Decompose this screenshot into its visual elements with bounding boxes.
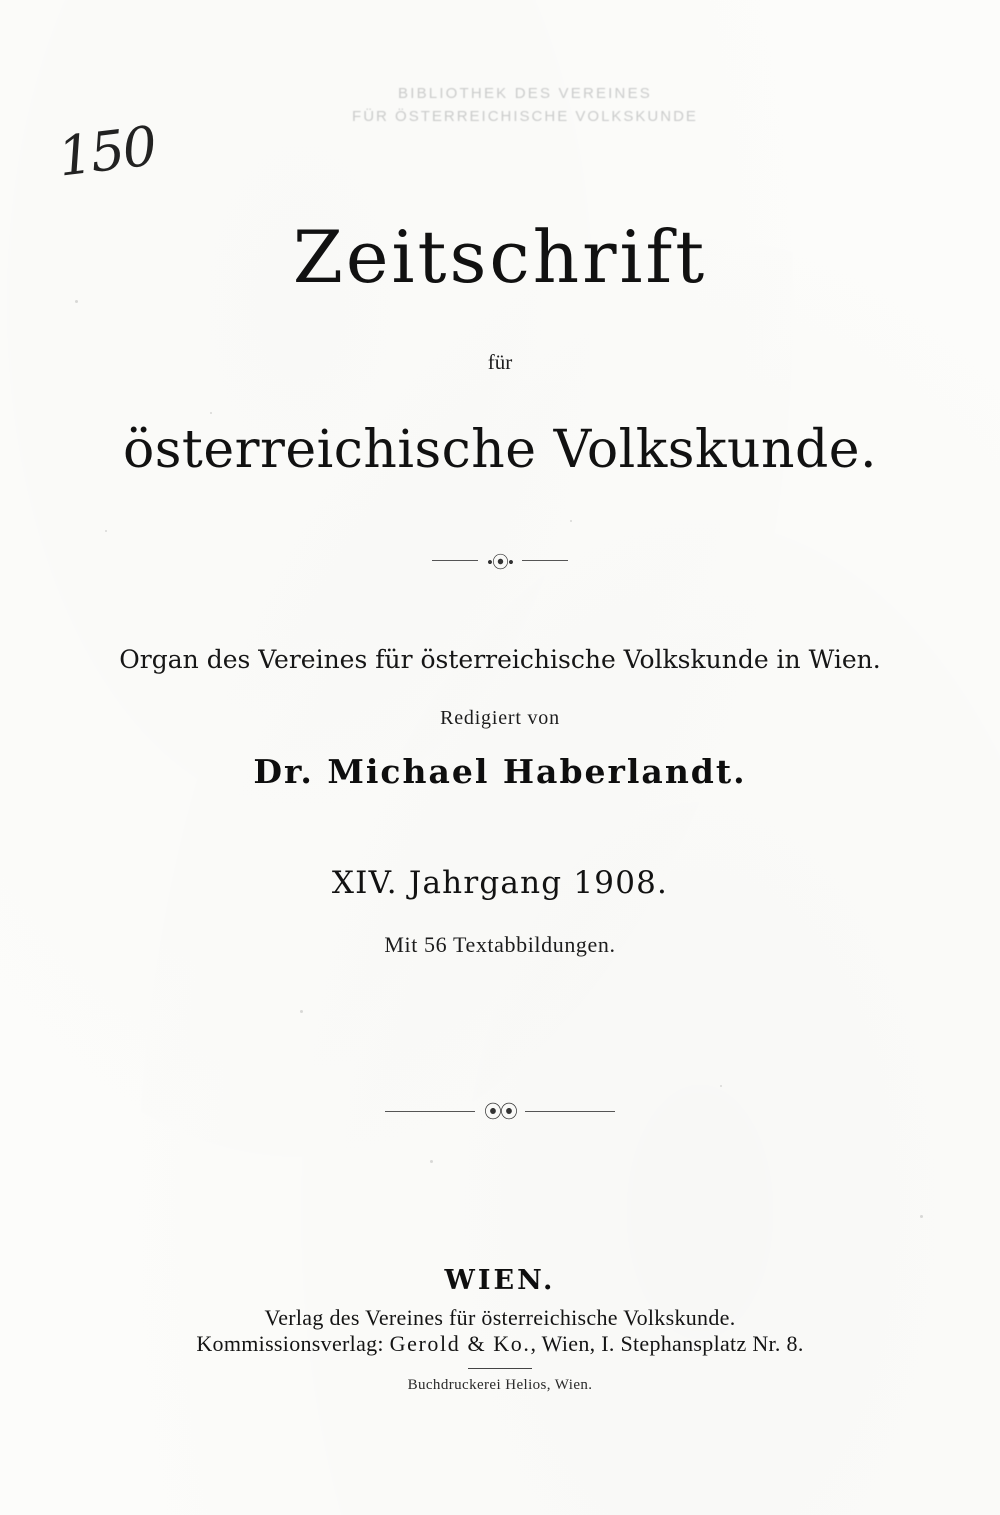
scan-speck [920,1215,923,1218]
volume-statement: XIV. Jahrgang 1908. [331,865,669,901]
shelf-mark-value: 150 [54,114,159,189]
scan-speck [570,520,572,522]
library-stamp-line-1: BIBLIOTHEK DES VEREINES [398,85,652,102]
commission-suffix: , Wien, I. Stephansplatz Nr. 8. [530,1331,804,1356]
imprint-city: WIEN. [444,1265,556,1296]
figures-note: Mit 56 Textabbildungen. [384,932,616,957]
title-subject: österreichische Volkskunde. [122,420,878,480]
imprint-publisher: Verlag des Vereines für österreichische Volkskunde. [264,1305,736,1330]
ornament-glyph-top: •⦿• [487,553,513,572]
commission-name: Gerold & Ko. [389,1331,531,1356]
library-stamp [310,82,740,129]
scan-speck [210,412,212,414]
imprint-commission [0,1331,1000,1357]
scan-speck [75,300,78,303]
shelf-mark-handwritten [55,114,159,188]
divider-rule-right-2 [525,1111,615,1112]
page-title: Zeitschrift [292,215,708,299]
ornament-glyph-bottom: ⦿⦿ [484,1102,516,1122]
title-connector: für [487,350,513,374]
divider-rule-left [432,560,478,561]
divider-rule-right [522,560,568,561]
imprint-printer: Buchdruckerei Helios, Wien. [407,1377,593,1393]
organ-statement: Organ des Vereines für österreichische Volkskunde in Wien. [119,645,881,674]
scan-speck [105,530,107,532]
scan-speck [300,1010,303,1013]
ornament-divider-bottom [0,1098,1000,1124]
footer-rule [468,1368,532,1369]
scan-speck [720,1085,722,1087]
commission-prefix: Kommissionsverlag: [196,1331,390,1356]
scan-speck [430,1160,433,1163]
divider-rule-left-2 [385,1111,475,1112]
ornament-divider-top [0,548,1000,573]
editor-name: Dr. Michael Haberlandt. [253,752,747,791]
editor-label: Redigiert von [440,707,560,729]
library-stamp-line-2: FÜR ÖSTERREICHISCHE VOLKSKUNDE [352,108,698,126]
